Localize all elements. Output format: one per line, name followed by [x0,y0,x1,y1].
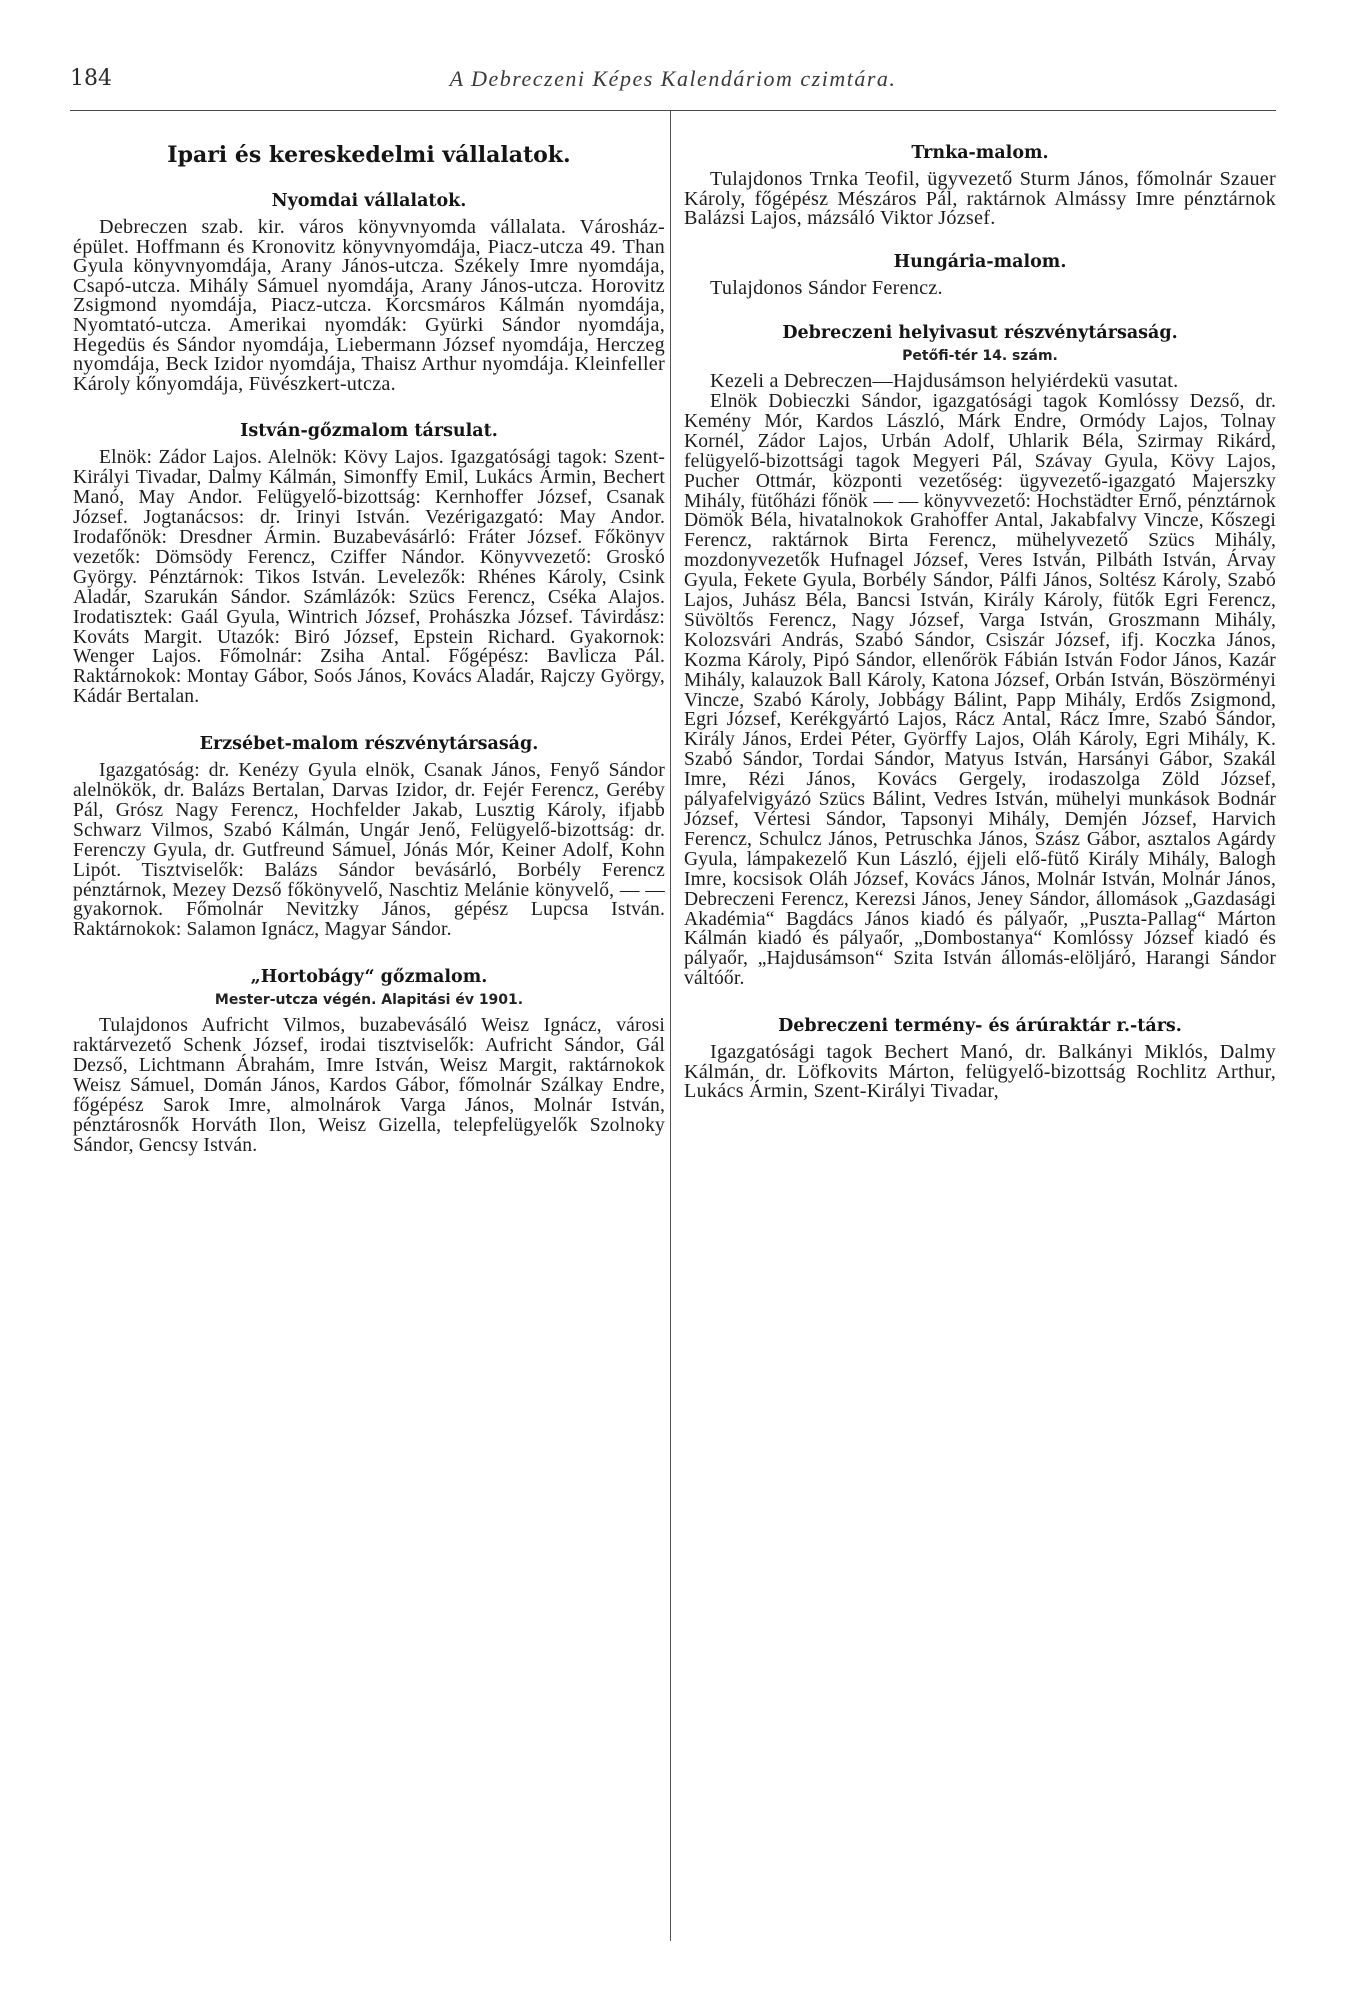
right-column [684,140,1276,1102]
section-helyivasut [684,320,1276,989]
section-body: Elnök: Zádor Lajos. Alelnök: Kövy Lajos. Igazgatósági tagok: Szent-Királyi Tivadar, Dalmy Kálmán, Simonffy Emil, Lukács Ármin, Bechert Manó, May Andor. Felügyelő-bizottság: Kernhoffer József, Csanak József. Jogtanácsos: dr. Irinyi István. Vezérigazgató: May Andor. Irodafőnök: Dresdner Ármin. Buzabevásárló: Fráter József. Főkönyv vezetők: Dömsödy Ferencz, Cziffer Nándor. Könyvvezető: Groskó György. Pénztárnok: Tikos István. Levelezők: Rhénes Károly, Csink Aladár, Szarukán Sándor. Számlázók: Szücs Ferencz, Cséka Alajos. Irodatisztek: Gaál Gyula, Wintrich József, Prohászka József. Távirdász: Kováts Margit. Utazók: Biró József, Epstein Richard. Gyakornok: Wenger Lajos. Főmolnár: Zsiha Antal. Főgépész: Bavlicza Pál. Raktárnokok: Montay Gábor, Soós János, Kovács Aladár, Rajczy György, Kádár Bertalan. [73,447,665,708]
left-column [73,140,665,1156]
running-title: A Debreczeni Képes Kalendáriom czimtára. [449,66,897,91]
section-body: Tulajdonos Sándor Ferencz. [710,276,943,299]
section-body: Kezeli a Debreczen—Hajdusámson helyiérdekü vasutat. [710,370,1179,393]
column-divider [670,111,671,1941]
section-body: Igazgatóság: dr. Kenézy Gyula elnök, Csanak János, Fenyő Sándor alelnökök, dr. Balázs Bertalan, Darvas Izidor, dr. Fejér Ferencz, Geréby Pál, Grósz Nagy Ferencz, Hochfelder Jakab, Lusztig Károly, ifjabb Schwarz Vilmos, Szabó Kálmán, Ungár Jenő, Felügyelő-bizottság: dr. Ferenczy Gyula, dr. Gutfreund Sámuel, Jónás Mór, Keiner Adolf, Kohn Lipót. Tisztviselők: Balázs Sándor bevásárló, Borbély Ferencz pénztárnok, Mezey Dezső főkönyvelő, Naschtiz Melánie könyvelő, — — gyakornok. Főmolnár Nevitzky János, gépész Lupcsa István. Raktárnokok: Salamon Ignácz, Magyar Sándor. [73,760,665,941]
section-subtitle: Petőfi-tér 14. szám. [902,348,1058,365]
section-title: Debreczeni termény- és árúraktár r.-társ. [778,1016,1182,1037]
page-header [70,66,1276,106]
section-subtitle: Mester-utcza végén. Alapitási év 1901. [214,992,524,1009]
section-nyomdai [73,188,665,394]
section-title: „Hortobágy“ gőzmalom. [250,967,488,988]
section-hungaria-malom [684,249,1276,299]
section-title: Nyomdai vállalatok. [271,191,467,211]
section-trnka-malom [684,140,1276,229]
section-istvan-gozmalom [73,418,665,707]
section-title: Trnka-malom. [911,143,1049,163]
section-body: Tulajdonos Trnka Teofil, ügyvezető Sturm János, főmolnár Szauer Károly, főgépész Mészáros Pál, raktárnok Almássy Imre pénztárnok Balázsi Lajos, mázsáló Viktor József. [684,168,1276,230]
section-erzsebet-malom [73,731,665,940]
header-rule [70,110,1276,111]
section-title: Debreczeni helyivasut részvénytársaság. [782,323,1178,344]
section-title: István-gőzmalom társulat. [240,421,498,442]
section-termeny-aruraktar [684,1013,1276,1102]
main-heading: Ipari és kereskedelmi vállalatok. [167,142,571,168]
section-title: Erzsébet-malom részvénytársaság. [199,734,539,755]
section-body: Igazgatósági tagok Bechert Manó, dr. Balkányi Miklós, Dalmy Kálmán, dr. Löfkovits Márton, felügyelő-bizottság Rochlitz Arthur, Lukács Ármin, Szent-Királyi Tivadar, [684,1041,1276,1103]
section-hortobagy-gozmalom [73,964,665,1155]
section-title: Hungária-malom. [893,251,1067,272]
page-number: 184 [70,66,112,91]
section-body: Debreczen szab. kir. város könyvnyomda vállalata. Városház-épület. Hoffmann és Kronovitz könyvnyomdája, Piacz-utcza 49. Than Gyula könyvnyomdája, Arany János-utcza. Székely Imre nyomdája, Csapó-utcza. Mihály Sámuel nyomdája, Arany János-utcza. Horovitz Zsigmond nyomdája, Piacz-utcza. Korcsmáros Kálmán nyomdája, Nyomtató-utcza. Amerikai nyomdák: Gyürki Sándor nyomdája, Hegedüs és Sándor nyomdája, Liebermann József nyomdája, Herczeg nyomdája, Beck Izidor nyomdája, Thaisz Arthur nyomdája. Kleinfeller Károly kőnyomdája, Füvészkert-utcza. [73,216,665,395]
section-body-continued: Elnök Dobieczki Sándor, igazgatósági tagok Komlóssy Dezső, dr. Kemény Mór, Kardos László, Márk Endre, Ormódy Lajos, Tolnay Kornél, Zádor Lajos, Urbán Adolf, Uhlarik Béla, Szirmay Rikárd, felügyelő-bizottsági tagok Megyeri Pál, Szávay Gyula, Kövy Lajos, Pucher Ottmár, központi vezetőség: ügyvezető-igazgató Majerszky Mihály, fütőházi főnök — — könyvvezető: Hochstädter Ernő, pénztárnok Dömök Béla, hivatalnokok Grahoffer Antal, Jakabfalvy Vincze, Kőszegi Ferencz, raktárnok Birta Ferencz, mühelyvezető Szücs Mihály, mozdonyvezetők Hufnagel József, Veres István, Pilbáth István, Árvay Gyula, Fekete Gyula, Borbély Sándor, Pálfi János, Soltész Károly, Szabó Lajos, Juhász Béla, Bancsi István, Király Károly, fütők Egri Ferencz, Süvöltős Ferencz, Nagy József, Varga István, Groszmann Mihály, Kolozsvári András, Szabó Sándor, Csiszár József, ifj. Koczka János, Kozma Károly, Pipó Sándor, ellenőrök Fábián István Fodor János, Kazár Mihály, kalauzok Ball Károly, Katona József, Orbán István, Böszörményi Vincze, Szabó Károly, Jobbágy Bálint, Papp Mihály, Erdős Zsigmond, Egri József, Kerékgyártó Lajos, Rácz Antal, Rácz Imre, Szabó Sándor, Király János, Erdei Péter, Györffy Lajos, Oláh Károly, Egri Mihály, K. Szabó Sándor, Tordai Sándor, Matyus István, Harsányi Gábor, Szakál Imre, Rézi János, Kovács Gergely, irodaszolga Zöld József, pályafelvigyázó Szücs Bálint, Vedres István, mühelyi munkások Bodnár József, Vértesi Sándor, Tapsonyi Mihály, Demjén József, Harvich Ferencz, Schulcz János, Petruschka János, Szász Gábor, asztalos Agárdy Gyula, lámpakezelő Kun László, éjjeli elő-fütő Király Mihály, Balogh Imre, kocsisok Oláh József, Kovács János, Molnár István, Molnár János, Debreczeni Ferencz, Kerezsi János, Jeney Sándor, állomások „Gazdasági Akadémia“ Bagdács János kiadó és pályaőr, „Puszta-Pallag“ Márton Kálmán kiadó és pályaőr, „Dombostanya“ Komlóssy József kiadó és pályaőr, „Hajdusámson“ Szita István állomás-elöljáró, Harangi Sándor váltóőr. [684,390,1276,990]
section-body: Tulajdonos Aufricht Vilmos, buzabevásáló Weisz Ignácz, városi raktárvezető Schenk József, irodai tisztviselők: Aufricht Sándor, Gál Dezső, Lichtmann Ábrahám, Imre István, Weisz Margit, raktárnokok Weisz Sámuel, Domán János, Kardos Gábor, főmolnár Szálkay Endre, főgépész Sarok Imre, almolnárok Varga János, Molnár István, pénztárosnők Horváth Ilon, Weisz Gizella, telepfelügyelők Szolnoky Sándor, Gencsy István. [73,1015,665,1156]
